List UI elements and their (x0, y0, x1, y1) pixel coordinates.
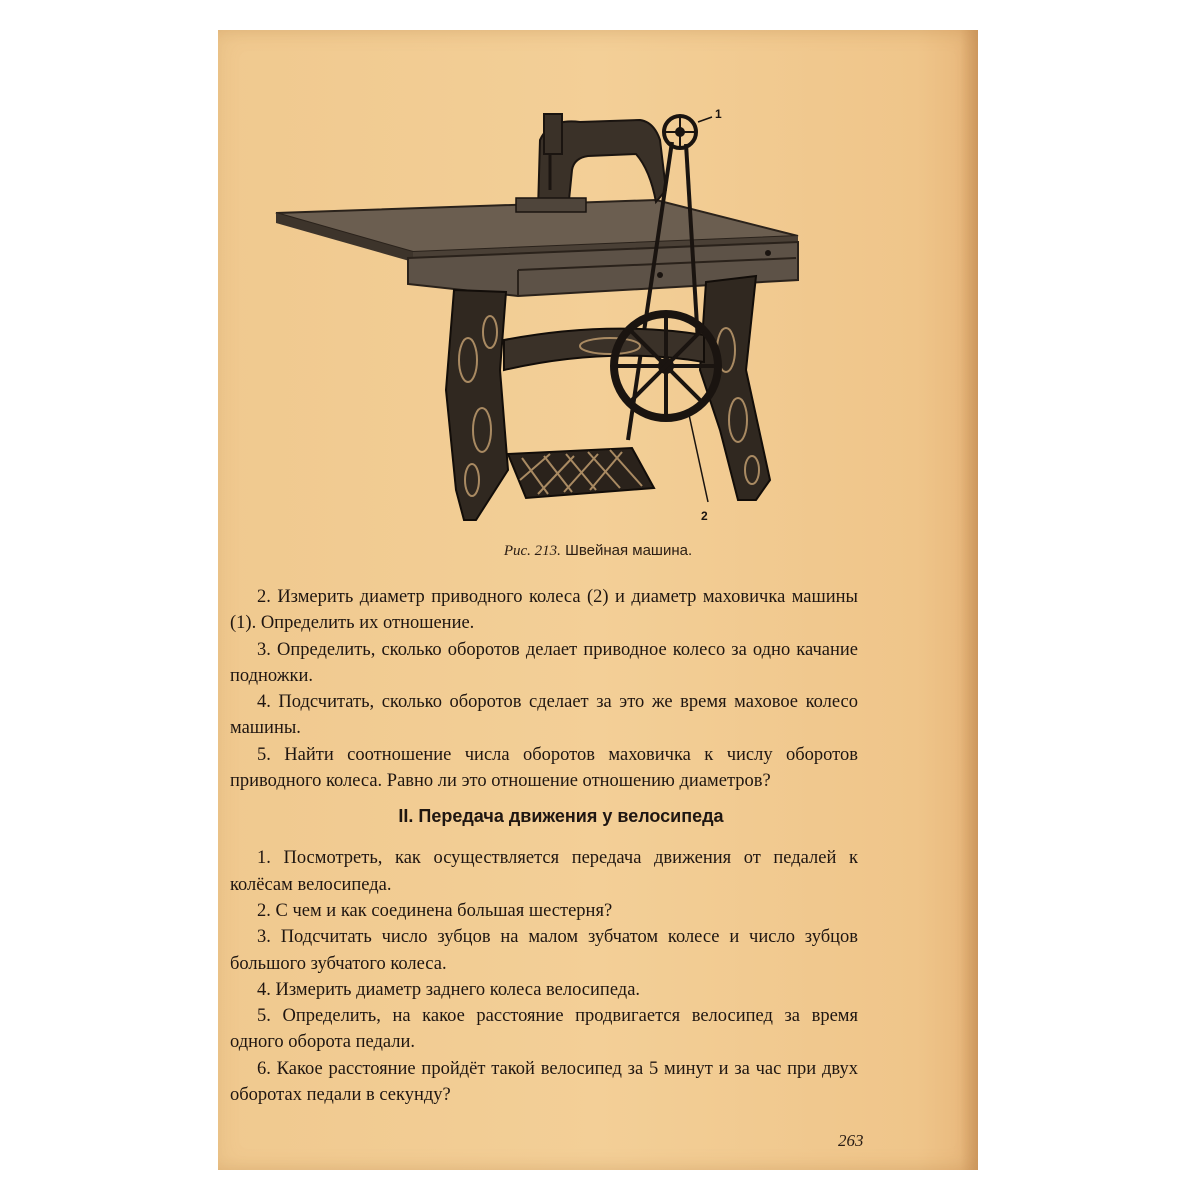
drive-wheel-label: 2 (701, 509, 708, 523)
book-page (218, 30, 978, 1170)
section-heading: II. Передача движения у велосипеда (398, 806, 724, 827)
figure-caption (218, 542, 978, 560)
page-number: 263 (838, 1131, 864, 1150)
task-item: 5. Найти соотношение числа оборотов маховичка к числу оборотов приводного колеса. Равно ли это отношение отношению диаметров? (230, 744, 858, 792)
figure-title: Швейная машина. (560, 542, 693, 559)
task-item: 3. Определить, сколько оборотов делает приводное колесо за одно качание подножки. (230, 639, 858, 686)
body-text (230, 584, 858, 1108)
task-item: 5. Определить, на какое расстояние продвигается велосипед за время одного оборота педали. (230, 1006, 858, 1053)
task-item: 1. Посмотреть, как осуществляется передача движения от педалей к колёсам велосипеда. (230, 848, 858, 895)
figure-number: Рис. 213. (503, 543, 561, 559)
page-edge-shadow (960, 30, 978, 1170)
task-item: 2. Измерить диаметр приводного колеса (2) и диаметр маховичка машины (1). Определить их отношение. (230, 587, 858, 634)
task-item: 4. Подсчитать, сколько оборотов сделает за это же время маховое колесо машины. (230, 692, 858, 739)
flywheel-label: 1 (715, 107, 722, 121)
sewing-machine-illustration (268, 70, 828, 540)
task-item: 4. Измерить диаметр заднего колеса велосипеда. (257, 979, 641, 1000)
task-item: 3. Подсчитать число зубцов на малом зубчатом колесе и число зубцов большого зубчатого колеса. (230, 927, 858, 974)
task-item: 2. С чем и как соединена большая шестерня? (257, 900, 613, 921)
task-item: 6. Какое расстояние пройдёт такой велосипед за 5 минут и за час при двух оборотах педали в секунду? (230, 1058, 858, 1106)
